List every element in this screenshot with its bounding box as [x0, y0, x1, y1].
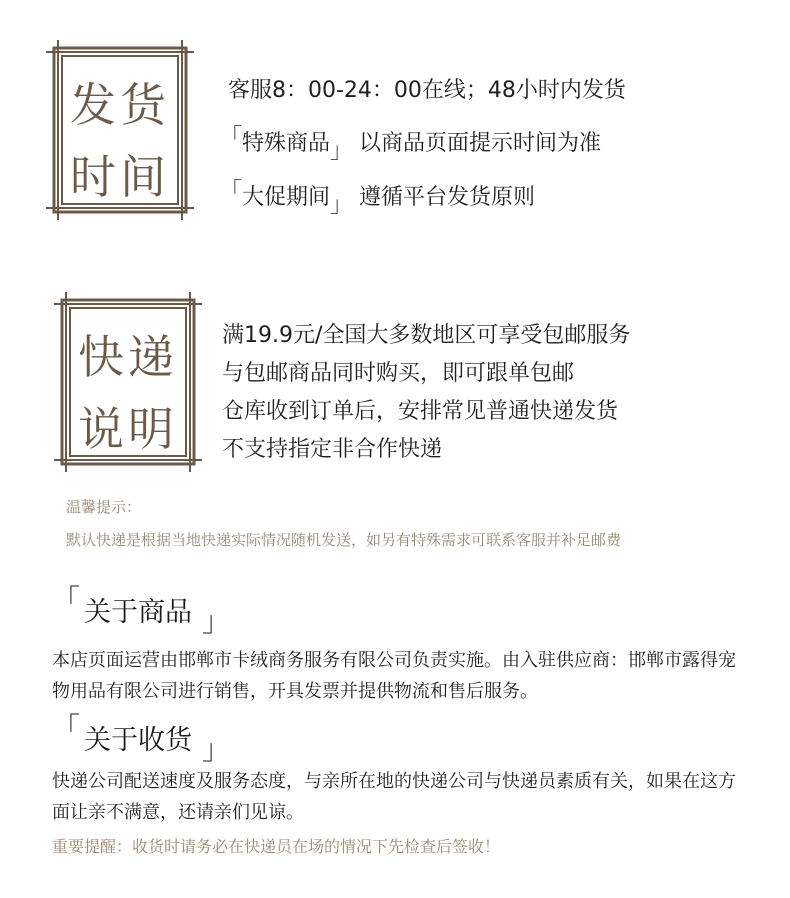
- receive-heading-text: 关于收货: [84, 725, 193, 756]
- bracket-close: 」: [330, 139, 353, 164]
- bracket-close: 」: [202, 733, 231, 766]
- special-goods-text: 以商品页面提示时间为准: [359, 131, 602, 156]
- bracket-open: 「: [52, 711, 81, 744]
- receive-heading: [52, 711, 231, 766]
- stamp-title-line2: 时间: [70, 150, 170, 204]
- tip-body: 默认快递是根据当地快递实际情况随机发送，如另有特殊需求可联系客服并补足邮费: [66, 531, 622, 549]
- receive-paragraph: 快递公司配送速度及服务态度，与亲所在地的快递公司与快递员素质有关，如果在这方面让亲不满意，还请亲们见谅。: [52, 771, 736, 823]
- bracket-close: 」: [202, 605, 231, 638]
- stamp-title-line1: 发货: [70, 78, 170, 132]
- promotion-text: 遵循平台发货原则: [359, 185, 536, 210]
- promotion-line: [220, 179, 536, 218]
- express-line: 不支持指定非合作快递: [222, 437, 443, 462]
- special-goods-line: [220, 125, 602, 164]
- bracket-open: 「: [220, 125, 243, 150]
- important-notice: 重要提醒：收货时请务必在快递员在场的情况下先检查后签收！: [52, 837, 501, 856]
- bracket-close: 」: [330, 193, 353, 218]
- express-line: 仓库收到订单后，安排常见普通快递发货: [222, 399, 619, 424]
- stamp-title-line2: 说明: [78, 402, 178, 456]
- tip-title: 温馨提示：: [66, 498, 142, 516]
- goods-paragraph: 本店页面运营由邯郸市卡绒商务服务有限公司负责实施。由入驻供应商：邯郸市露得宠物用品有限公司进行销售，开具发票并提供物流和售后服务。: [52, 650, 736, 702]
- goods-heading: [52, 583, 231, 638]
- express-line: 满19.9元/全国大多数地区可享受包邮服务: [222, 323, 631, 348]
- promotion-tag: 大促期间: [242, 185, 331, 210]
- express-line: 与包邮商品同时购买，即可跟单包邮: [222, 361, 575, 386]
- bracket-open: 「: [220, 179, 243, 204]
- bracket-open: 「: [52, 583, 81, 616]
- special-goods-tag: 特殊商品: [242, 131, 331, 156]
- express-info-stamp: [52, 290, 204, 474]
- stamp-title-line1: 快递: [78, 330, 178, 384]
- shipping-time-stamp: [44, 38, 196, 222]
- service-hours-text: 客服8：00-24：00在线；48小时内发货: [228, 78, 626, 103]
- goods-heading-text: 关于商品: [84, 597, 193, 628]
